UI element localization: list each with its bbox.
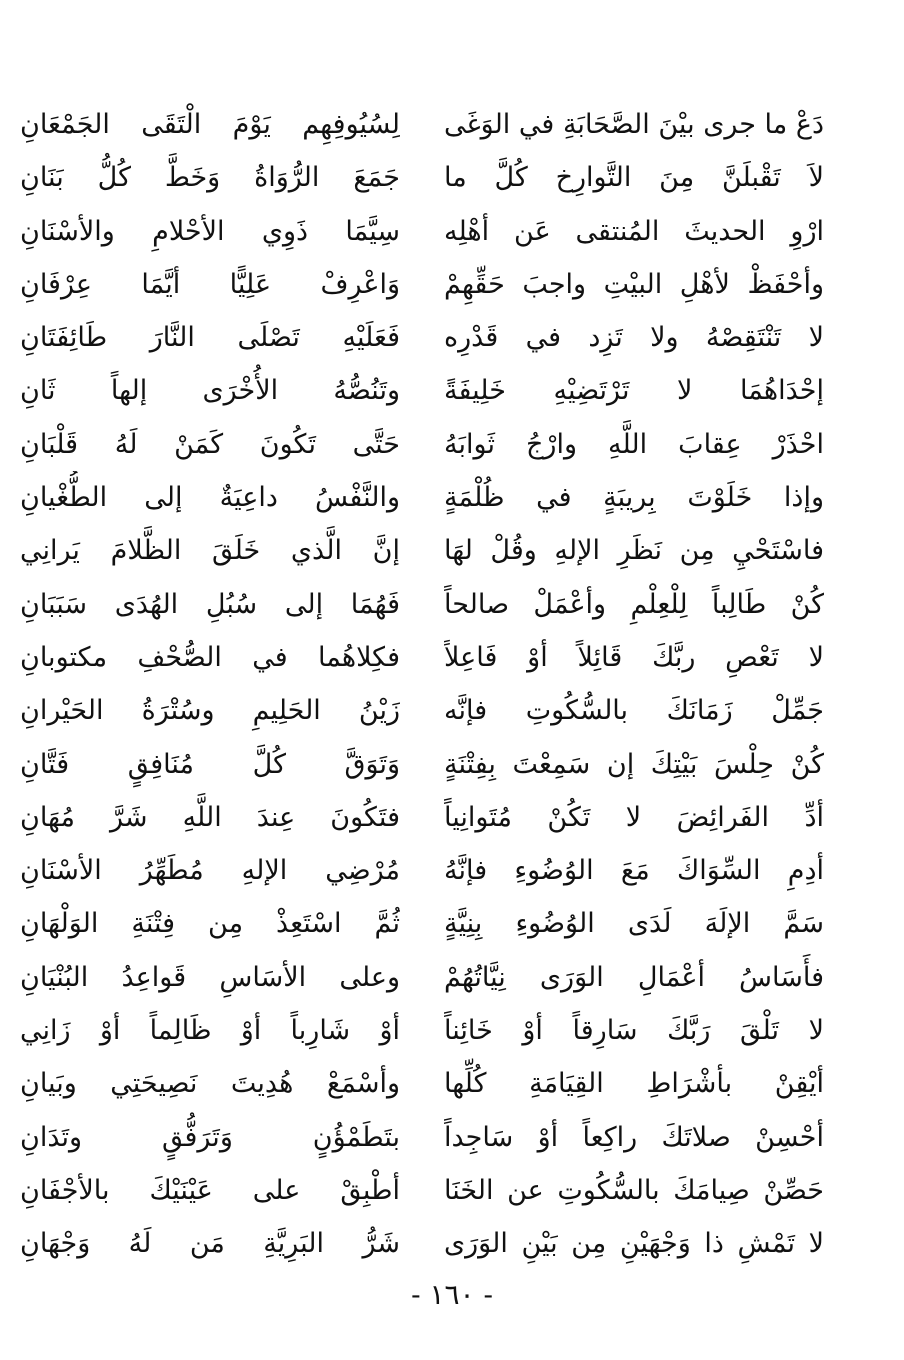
left-verse-line: وتَنُصُّهُ الأُخْرَى إلهاً ثَانِ	[20, 375, 400, 407]
left-verse-line: إنَّ الَّذي خَلَقَ الظَّلامَ يَرانِي	[20, 535, 400, 567]
right-verse-line: أحْسِنْ صلاتَكَ راكِعاً أوْ سَاجِداً	[444, 1121, 824, 1153]
left-verse-line: بتَطَمْؤُنٍ وَتَرَفُّقٍ وتَدَانِ	[20, 1121, 400, 1153]
right-verse-line: أدِّ الفَرائِضَ لا تَكُنْ مُتَوانِياً	[444, 801, 824, 833]
right-verse-line: وأحْفَظْ لأهْلِ البيْتِ واجبَ حَقِّهِمْ	[444, 268, 824, 300]
right-verse-line: وإذا خَلَوْتَ بِريبَةٍ في ظُلْمَةٍ	[444, 482, 824, 514]
left-verse-line: فكِلاهُما في الصُّحْفِ مكتوبانِ	[20, 641, 400, 673]
right-verse-line: فاسْتَحْيِ مِن نَظَرِ الإلهِ وقُلْ لهَا	[444, 535, 824, 567]
right-verse-line: لا تَنْتَقِصْهُ ولا تَزِد في قَدْرِه	[444, 322, 824, 354]
right-verse-line: دَعْ ما جرى بيْنَ الصَّحَابَةِ في الوَغَى	[444, 109, 824, 140]
left-verse-line: شَرُّ البَرِيَّةِ مَن لَهُ وَجْهَانِ	[20, 1228, 400, 1260]
left-verse-line: والنَّفْسُ داعِيَةٌ إلى الطُّغْيانِ	[20, 482, 400, 514]
left-verse-line: أوْ شَارِباً أوْ ظَالِماً أوْ زَانِي	[20, 1015, 400, 1047]
left-verse-line: وأسْمَعْ هُدِيتَ نَصِيحَتِي وبَيانِ	[20, 1068, 400, 1100]
right-verse-line: كُنْ طَالِباً لِلْعِلْمِ وأعْمَلْ صالحاً	[444, 588, 824, 620]
right-verse-line: لا تَمْشِ ذا وَجْهَيْنِ مِن بَيْنِ الوَرَى	[444, 1228, 824, 1260]
right-verse-line: ارْوِ الحديثَ المُنتقى عَن أهْلِه	[444, 215, 824, 247]
left-verse-line: وَاعْرِفْ عَلِيًّا أيَّمَا عِرْفَانِ	[20, 268, 400, 300]
right-verse-line: حَصِّنْ صِيامَكَ بالسُّكُوتِ عن الخَنَا	[444, 1174, 824, 1206]
left-verse-line: لِسُيُوفِهِم يَوْمَ الْتَقَى الجَمْعَانِ	[20, 109, 400, 140]
right-verse-line: فأَسَاسُ أعْمَالِ الوَرَى نِيَّاتُهُمْ	[444, 961, 824, 993]
right-verse-line: احْذَرْ عِقابَ اللَّهِ وارْجُ ثَوابَهُ	[444, 428, 824, 460]
left-verse-line: فتَكُونَ عِندَ اللَّهِ شَرَّ مُهَانِ	[20, 801, 400, 833]
right-verse-line: أدِمِ السِّوَاكَ مَعَ الوُضُوءِ فإنَّهُ	[444, 855, 824, 887]
left-verse-line: زَيْنُ الحَلِيمِ وسُتْرَةُ الحَيْرانِ	[20, 695, 400, 727]
left-verse-line: أطْبِقْ على عَيْنَيْكَ بالأجْفَانِ	[20, 1174, 400, 1206]
right-verse-column	[444, 98, 824, 1271]
page-number: - ١٦٠ -	[411, 1278, 493, 1311]
left-verse-line: حَتَّى تَكُونَ كَمَنْ لَهُ قَلْبَانِ	[20, 428, 400, 460]
right-verse-line: سَمَّ الإلَهَ لَدَى الوُضُوءِ بِنِيَّةٍ	[444, 908, 824, 940]
left-verse-line: ثُمَّ اسْتَعِذْ مِن فِتْنَةِ الوَلْهَانِ	[20, 908, 400, 940]
right-verse-line: جَمِّلْ زَمَانَكَ بالسُّكُوتِ فإنَّه	[444, 695, 824, 727]
right-verse-line: لا تَعْصِ ربَّكَ قَائِلاً أوْ فَاعِلاً	[444, 641, 824, 673]
left-verse-line: مُرْضِي الإلهِ مُطَهِّرُ الأسْنَانِ	[20, 855, 400, 887]
left-verse-column	[20, 98, 400, 1271]
right-verse-line: إحْدَاهُمَا لا تَرْتَضِيْهِ خَلِيفَةً	[444, 375, 824, 407]
right-verse-line: لاَ تَقْبلَنَّ مِنَ التَّوارِخ كُلَّ ما	[444, 162, 824, 194]
left-verse-line: فَهُمَا إلى سُبُلِ الهُدَى سَبَبَانِ	[20, 588, 400, 620]
left-verse-line: سِيَّمَا ذَوِي الأحْلامِ والأسْنَانِ	[20, 215, 400, 247]
right-verse-line: كُنْ حِلْسَ بَيْتِكَ إن سَمِعْتَ بِفِتْنَةٍ	[444, 748, 824, 780]
left-verse-line: جَمَعَ الرُّوَاةُ وَخَطَّ كُلُّ بَنَانِ	[20, 162, 400, 194]
right-verse-line: لا تَلْقَ رَبَّكَ سَارِقاً أوْ خَائِناً	[444, 1015, 824, 1047]
left-verse-line: وعلى الأسَاسِ قَواعِدُ البُنْيَانِ	[20, 961, 400, 993]
left-verse-line: فَعَلَيْهِ تَصْلَى النَّارَ طَائِفَتَانِ	[20, 322, 400, 354]
right-verse-line: أيْقِنْ بأشْرَاطِ القِيَامَةِ كُلِّها	[444, 1068, 824, 1100]
left-verse-line: وَتَوَقَّ كُلَّ مُنَافِقٍ فَتَّانِ	[20, 748, 400, 780]
